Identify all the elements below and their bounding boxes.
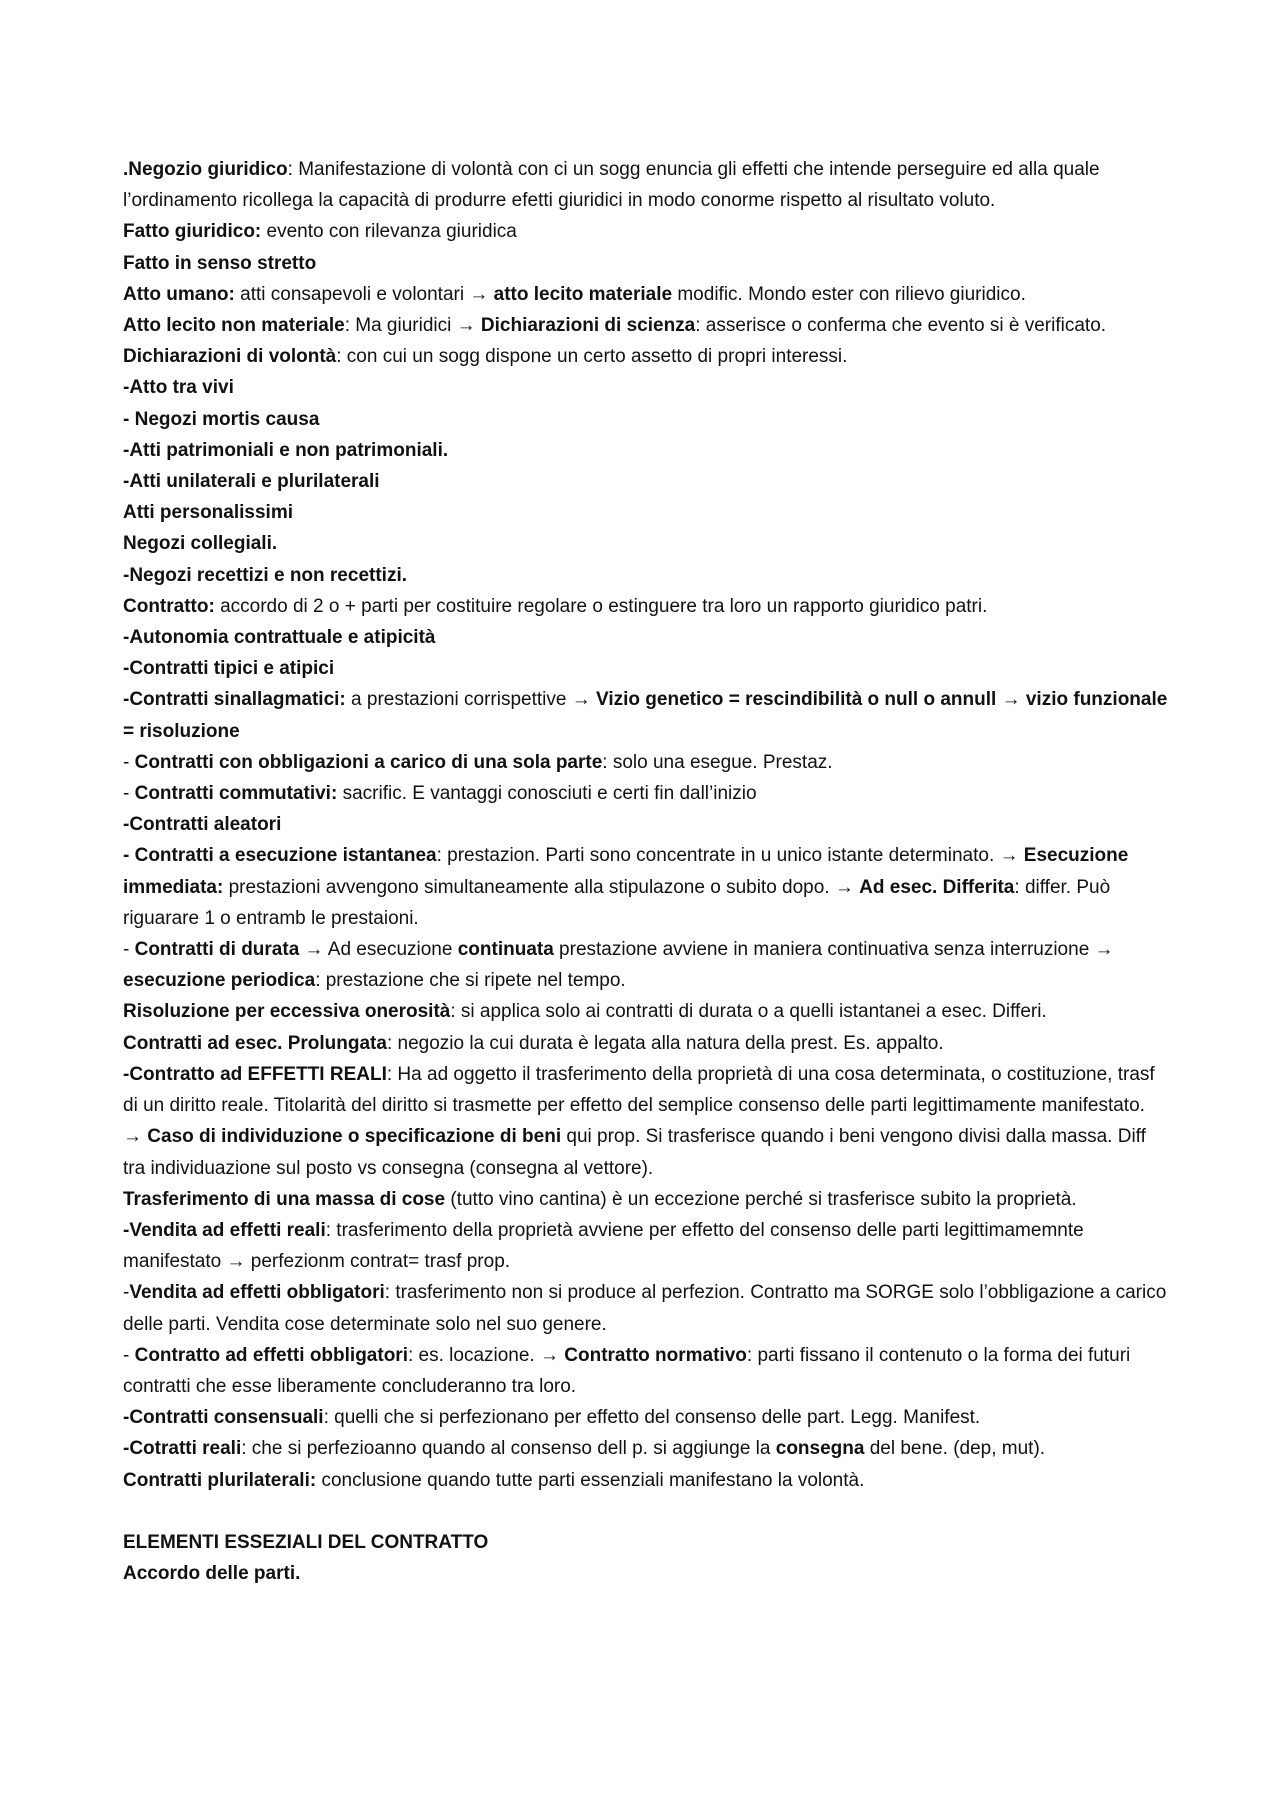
- paragraph: [123, 216, 1168, 247]
- bold-term: continuata: [457, 939, 554, 961]
- paragraph: [123, 372, 1168, 403]
- bold-term: Contratto:: [123, 595, 215, 617]
- bold-term: Dichiarazioni di volontà: [123, 346, 337, 368]
- bold-term: Trasferimento di una massa di cose: [123, 1188, 446, 1210]
- text-run: sacrific. E vantaggi conosciuti e certi fin dall’inizio: [337, 783, 757, 805]
- paragraph: [123, 622, 1168, 653]
- bold-term: - Negozi mortis causa: [123, 408, 320, 430]
- paragraph: [123, 279, 1168, 310]
- paragraph: [123, 528, 1168, 559]
- paragraph: [123, 1340, 1168, 1402]
- paragraph: [123, 778, 1168, 809]
- paragraph: [123, 684, 1168, 746]
- bold-term: -Contratto ad EFFETTI REALI: [123, 1063, 387, 1085]
- text-run: : solo una esegue. Prestaz.: [602, 751, 833, 773]
- bold-term: -Cotratti reali: [123, 1438, 242, 1460]
- paragraph: [123, 310, 1168, 372]
- bold-term: consegna: [775, 1438, 865, 1460]
- text-run: accordo di 2 o + parti per costituire regolare o estinguere tra loro un rapporto giuridico patri.: [214, 595, 988, 617]
- bold-term: Risoluzione per eccessiva onerosità: [123, 1001, 451, 1023]
- text-run: : Ha ad oggetto il trasferimento della proprietà di una cosa determinata, o costituzione, trasf di un diritto reale. Titolarità del diritto si trasmette per effetto del semplice consenso delle parti legittimamente manifestato. →: [123, 1063, 1155, 1148]
- bold-term: -Negozi recettizi e non recettizi.: [123, 564, 407, 586]
- paragraph: [123, 1028, 1168, 1059]
- text-run: -: [123, 751, 135, 773]
- bold-term: Dichiarazioni di scienza: [480, 315, 696, 337]
- text-run: : differ. Può riguarare 1 o entramb le prestaioni.: [123, 876, 1111, 929]
- document-body: [123, 154, 1168, 1589]
- paragraph: [123, 747, 1168, 778]
- text-run: : che si perfezioanno quando al consenso dell p. si aggiunge la: [241, 1438, 776, 1460]
- text-run: : Ma giuridici →: [344, 315, 481, 337]
- text-run: prestazione avviene in maniera continuativa senza interruzione →: [553, 939, 1114, 961]
- paragraph: [123, 1277, 1168, 1339]
- bold-term: Esecuzione immediata:: [123, 845, 1129, 898]
- bold-term: Contratto ad effetti obbligatori: [134, 1344, 408, 1366]
- text-run: qui prop. Si trasferisce quando i beni vengono divisi dalla massa. Diff tra individuazione sul posto vs consegna (consegna al vettore).: [123, 1126, 1146, 1179]
- bold-term: Contratti commutativi:: [134, 783, 338, 805]
- text-run: : quelli che si perfezionano per effetto del consenso delle part. Legg. Manifest.: [323, 1407, 981, 1429]
- bold-term: Contratto normativo: [564, 1344, 747, 1366]
- bold-term: Contratti ad esec. Prolungata: [123, 1032, 387, 1054]
- paragraph: [123, 1215, 1168, 1277]
- paragraph: [123, 466, 1168, 497]
- bold-term: esecuzione periodica: [123, 970, 316, 992]
- paragraph: [123, 996, 1168, 1027]
- text-run: : trasferimento non si produce al perfezion. Contratto ma SORGE solo l’obbligazione a carico delle parti. Vendita cose determinate solo nel suo genere.: [123, 1282, 1167, 1335]
- paragraph: [123, 934, 1168, 996]
- paragraph: [123, 404, 1168, 435]
- paragraph: [123, 653, 1168, 684]
- paragraph: [123, 809, 1168, 840]
- bold-term: Ad esec. Differita: [859, 876, 1015, 898]
- bold-term: Contratti di durata: [134, 939, 300, 961]
- bold-term: Atto lecito non materiale: [123, 315, 345, 337]
- paragraph: [123, 154, 1168, 216]
- text-run: -: [123, 783, 135, 805]
- text-run: -: [123, 1344, 135, 1366]
- paragraph: [123, 1184, 1168, 1215]
- paragraph: [123, 1059, 1168, 1184]
- bold-term: Atto umano:: [123, 283, 235, 305]
- paragraph: [123, 248, 1168, 279]
- paragraph: [123, 1527, 1168, 1558]
- paragraph: [123, 1402, 1168, 1433]
- bold-term: Accordo delle parti.: [123, 1562, 301, 1584]
- bold-term: -Contratti consensuali: [123, 1407, 324, 1429]
- bold-term: atto lecito materiale: [493, 283, 673, 305]
- text-run: : es. locazione. →: [407, 1344, 565, 1366]
- bold-term: Fatto giuridico:: [123, 221, 262, 243]
- paragraph: [123, 1433, 1168, 1464]
- paragraph: [123, 1558, 1168, 1589]
- text-run: : asserisce o conferma che evento si è verificato.: [695, 315, 1107, 337]
- bold-term: -Autonomia contrattuale e atipicità: [123, 627, 436, 649]
- text-run: modific. Mondo ester con rilievo giuridico.: [672, 283, 1026, 305]
- text-run: : trasferimento della proprietà avviene per effetto del consenso delle parti legittimamemnte manifestato → perfezionm contrat= trasf prop.: [123, 1219, 1084, 1273]
- bold-term: Contratti con obbligazioni a carico di una sola parte: [134, 751, 603, 773]
- text-run: -: [123, 939, 135, 961]
- bold-term: Negozi collegiali.: [123, 533, 278, 555]
- bold-term: ELEMENTI ESSEZIALI DEL CONTRATTO: [123, 1531, 489, 1553]
- bold-term: Vizio genetico = rescindibilità o null o annull → vizio funzionale = risoluzione: [123, 689, 1168, 742]
- text-run: : prestazione che si ripete nel tempo.: [315, 970, 626, 992]
- bold-term: -Atto tra vivi: [123, 377, 234, 399]
- text-run: : si applica solo ai contratti di durata o a quelli istantanei a esec. Differi.: [450, 1001, 1047, 1023]
- text-run: evento con rilevanza giuridica: [261, 221, 517, 243]
- paragraph: [123, 591, 1168, 622]
- text-run: : con cui un sogg dispone un certo assetto di propri interessi.: [336, 346, 848, 368]
- paragraph: [123, 497, 1168, 528]
- bold-term: -Atti unilaterali e plurilaterali: [123, 471, 380, 493]
- paragraph: [123, 435, 1168, 466]
- bold-term: -Contratti sinallagmatici:: [123, 689, 346, 711]
- paragraph: [123, 1465, 1168, 1496]
- bold-term: Atti personalissimi: [123, 502, 293, 524]
- text-run: (tutto vino cantina) è un eccezione perché si trasferisce subito la proprietà.: [445, 1188, 1077, 1210]
- text-run: : parti fissano il contenuto o la forma dei futuri contratti che esse liberamente concluderanno tra loro.: [123, 1344, 1131, 1397]
- bold-term: - Contratti a esecuzione istantanea: [123, 845, 437, 867]
- text-run: : Manifestazione di volontà con ci un sogg enuncia gli effetti che intende perseguire ed alla quale l’ordinamento ricollega la capacità di produrre efetti giuridici in modo conorme rispetto al risultato voluto.: [123, 159, 1100, 212]
- bold-term: -Vendita ad effetti reali: [123, 1219, 326, 1241]
- paragraph: [123, 560, 1168, 591]
- bold-term: -Atti patrimoniali e non patrimoniali.: [123, 439, 449, 461]
- text-run: atti consapevoli e volontari →: [234, 283, 494, 305]
- bold-term: -Contratti aleatori: [123, 814, 282, 836]
- text-run: : negozio la cui durata è legata alla natura della prest. Es. appalto.: [386, 1032, 944, 1054]
- bold-term: Vendita ad effetti obbligatori: [129, 1282, 385, 1304]
- bold-term: Caso di individuzione o specificazione di beni: [147, 1126, 562, 1148]
- text-run: conclusione quando tutte parti essenziali manifestano la volontà.: [316, 1469, 865, 1491]
- text-run: -: [123, 1282, 130, 1304]
- bold-term: Contratti plurilaterali:: [123, 1469, 317, 1491]
- text-run: a prestazioni corrispettive →: [345, 689, 597, 711]
- text-run: → Ad esecuzione: [299, 939, 458, 961]
- bold-term: .Negozio giuridico: [123, 159, 288, 180]
- text-run: del bene. (dep, mut).: [864, 1438, 1046, 1460]
- bold-term: -Contratti tipici e atipici: [123, 658, 335, 680]
- bold-term: Fatto in senso stretto: [123, 252, 317, 274]
- paragraph: [123, 840, 1168, 934]
- text-run: : prestazion. Parti sono concentrate in u unico istante determinato. →: [436, 845, 1024, 867]
- text-run: prestazioni avvengono simultaneamente alla stipulazone o subito dopo. →: [223, 876, 860, 898]
